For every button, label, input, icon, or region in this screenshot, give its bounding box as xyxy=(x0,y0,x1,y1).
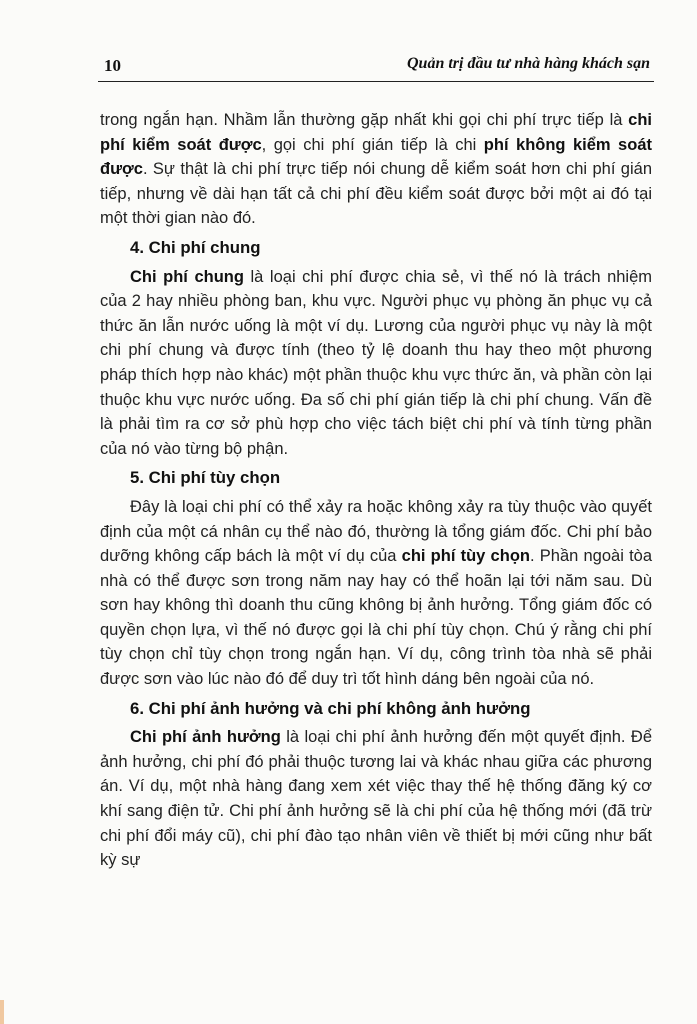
bold-term-discretionary-cost: chi phí tùy chọn xyxy=(401,547,530,566)
text-run: là loại chi phí được chia sẻ, vì thế nó là trách nhiệm của 2 hay nhiều phòng ban, khu vực. Người phục vụ phòng ăn phục vụ cả thức ăn lẫn nước uống là một ví dụ. Lương của người phục vụ này là một chi phí chung và được tính (theo tỷ lệ doanh thu hay theo một phương pháp thích hợp nào khác) một phần thuộc khu vực thức ăn, và phần còn lại thuộc khu vực nước uống. Đa số chi phí gián tiếp là chi phí chung. Vấn đề là phải tìm ra cơ sở phù hợp cho việc tách biệt chi phí và tính từng phần của nó vào từng bộ phận. xyxy=(100,267,653,458)
paragraph-intro xyxy=(100,108,652,231)
page-body xyxy=(100,108,652,873)
paragraph-common-cost xyxy=(100,265,652,462)
text-run: . Phần ngoài tòa nhà có thể được sơn trong năm nay hay có thể hoãn lại tới năm sau. Dù sơn hay không thì doanh thu cũng không bị ảnh hưởng. Tổng giám đốc có quyền chọn lựa, vì thế nó được gọi là chi phí tùy chọn. Chú ý rằng chi phí tùy chọn chỉ tùy chọn trong ngắn hạn. Ví dụ, công trình tòa nhà sẽ phải được sơn vào lúc nào đó để duy trì tốt hình dáng bên ngoài của nó. xyxy=(100,547,652,689)
page-number: 10 xyxy=(104,56,121,75)
text-run: , gọi chi phí gián tiếp là chi xyxy=(261,135,484,154)
bold-term-relevant-cost: Chi phí ảnh hưởng xyxy=(130,728,281,747)
bold-term-controllable-cost: chi phí kiểm soát được xyxy=(100,111,652,154)
bold-term-uncontrollable-cost: phí không kiểm soát được xyxy=(100,135,652,179)
page-header xyxy=(100,52,652,80)
text-run: . Sự thật là chi phí trực tiếp nói chung dễ kiểm soát hơn chi phí gián tiếp, nhưng về dài hạn tất cả chi phí đều kiểm soát được bởi một ai đó tại một thời gian nào đó. xyxy=(100,160,652,228)
header-rule xyxy=(98,81,654,82)
text-run: trong ngắn hạn. Nhầm lẫn thường gặp nhất khi gọi chi phí trực tiếp là xyxy=(100,111,629,129)
text-run: Đây là loại chi phí có thể xảy ra hoặc không xảy ra tùy thuộc vào quyết định của một cá nhân cụ thể nào đó, thường là tổng giám đốc. Chi phí bảo dưỡng không cấp bách là một ví dụ của xyxy=(100,497,652,566)
paragraph-relevant-cost xyxy=(100,725,652,873)
scan-edge-mark xyxy=(0,1000,4,1024)
running-title: Quản trị đầu tư nhà hàng khách sạn xyxy=(406,55,650,72)
paragraph-discretionary-cost xyxy=(100,495,652,692)
section-heading-4: 4. Chi phí chung xyxy=(130,237,261,257)
section-heading-5: 5. Chi phí tùy chọn xyxy=(130,468,281,488)
bold-term-common-cost: Chi phí chung xyxy=(130,267,244,286)
section-heading-6: 6. Chi phí ảnh hưởng và chi phí không ảnh hưởng xyxy=(130,698,531,718)
text-run: là loại chi phí ảnh hưởng đến một quyết định. Để ảnh hưởng, chi phí đó phải thuộc tương lai và khác nhau giữa các phương án. Ví dụ, một nhà hàng đang xem xét việc thay thế hệ thống đăng ký cơ khí sang điện tử. Chi phí ảnh hưởng sẽ là chi phí của hệ thống mới (đã trừ chi phí đổi máy cũ), chi phí đào tạo nhân viên về thiết bị mới cũng như bất kỳ sự xyxy=(100,728,652,870)
